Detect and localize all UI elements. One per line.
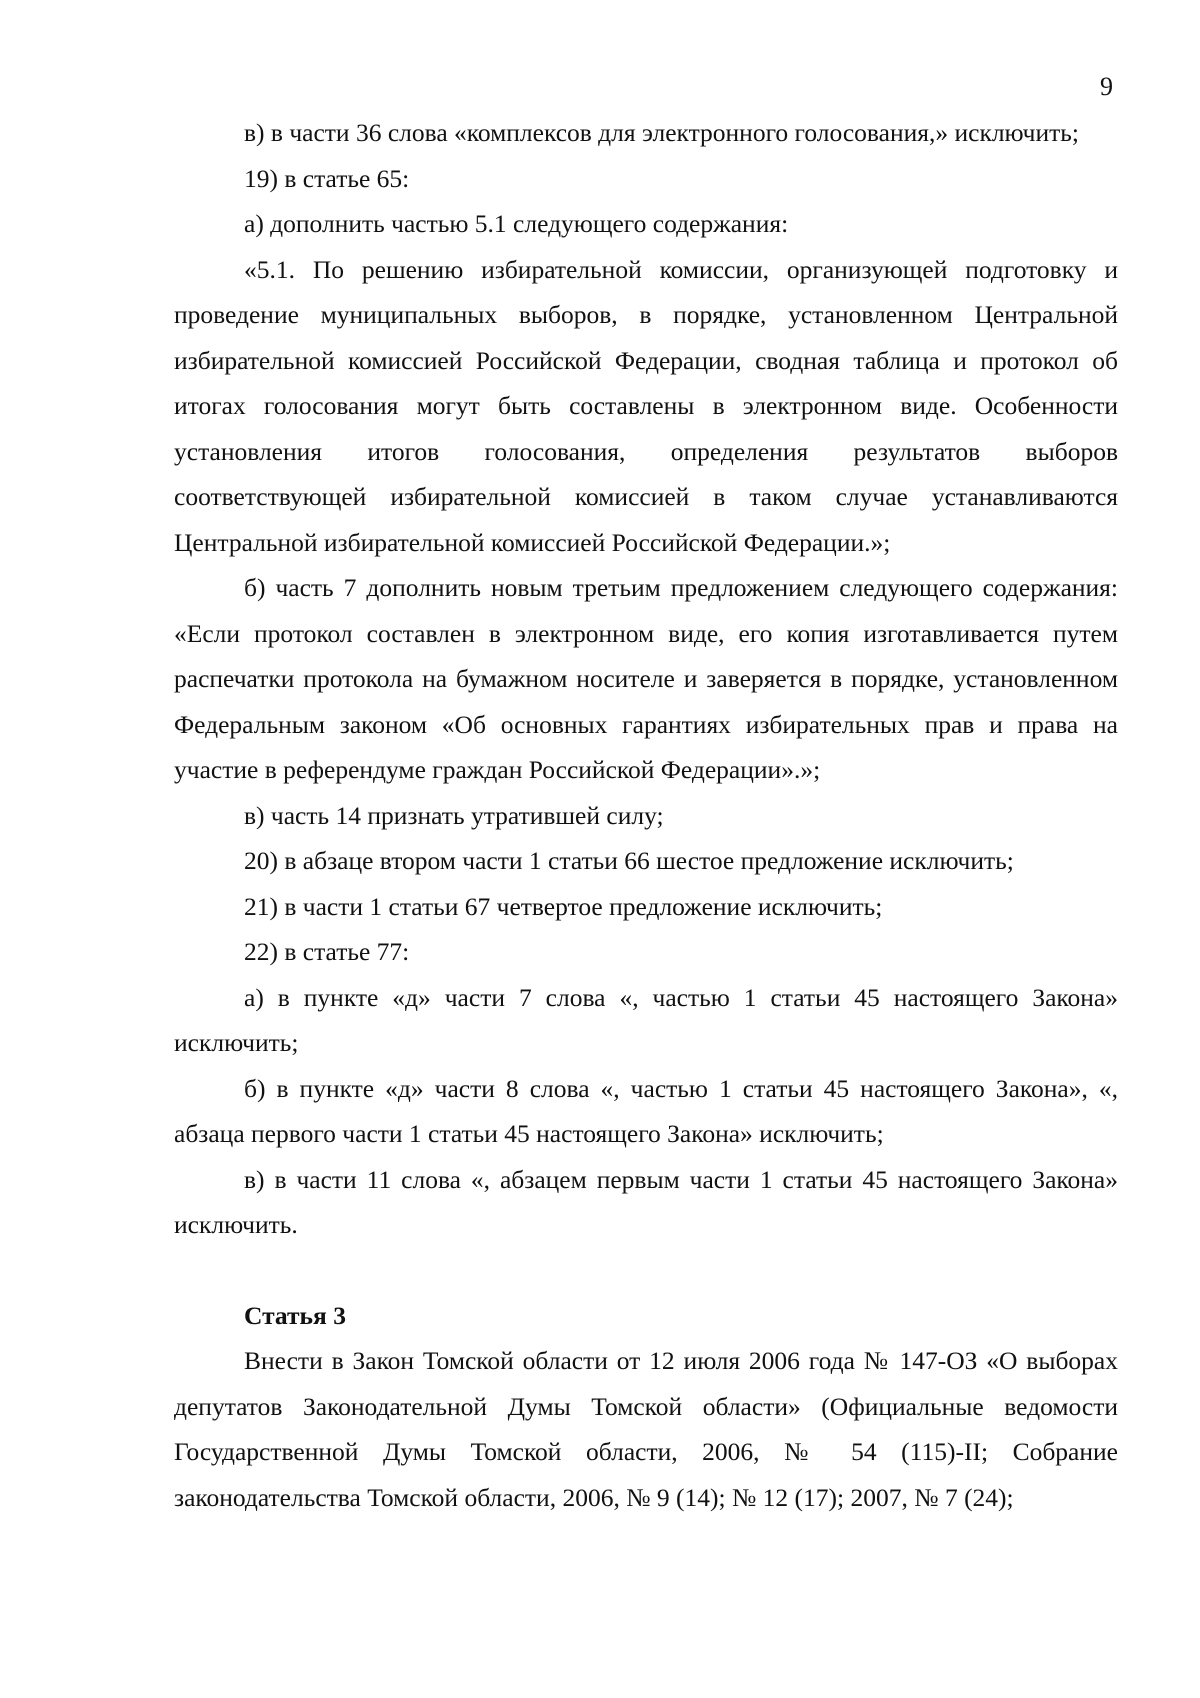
- paragraph-item-20: 20) в абзаце втором части 1 статьи 66 шестое предложение исключить;: [244, 846, 1014, 875]
- paragraph-item-b-part-8: б) в пункте «д» части 8 слова «, частью 1 статьи 45 настоящего Закона», «, абзаца первого части 1 статьи 45 настоящего Закона» исключить;: [174, 1073, 1118, 1148]
- paragraph-item-21: 21) в части 1 статьи 67 четвертое предложение исключить;: [244, 891, 883, 921]
- document-body: [174, 110, 1118, 1520]
- paragraph-item-a-part-5-1: а) дополнить частью 5.1 следующего содержания:: [244, 209, 789, 238]
- paragraph-item-19: 19) в статье 65:: [244, 163, 410, 193]
- paragraph-item-v-part-14: в) часть 14 признать утратившей силу;: [244, 800, 664, 830]
- page-number: 9: [1100, 72, 1113, 101]
- article-heading: Статья 3: [244, 1300, 346, 1330]
- paragraph-item-v-part-11: в) в части 11 слова «, абзацем первым части 1 статьи 45 настоящего Закона» исключить.: [174, 1164, 1118, 1239]
- paragraph-item-b-part-7: б) часть 7 дополнить новым третьим предложением следующего содержания: «Если протокол составлен в электронном виде, его копия изготавливается путем распечатки протокола на бумажном носителе и заверяется в порядке, установленном Федеральным законом «Об основных гарантиях избирательных прав и права на участие в референдуме граждан Российской Федерации».»;: [174, 573, 1118, 784]
- paragraph-quote-5-1: «5.1. По решению избирательной комиссии, организующей подготовку и проведение муниципальных выборов, в порядке, установленном Центральной избирательной комиссией Российской Федерации, сводная таблица и протокол об итогах голосования могут быть составлены в электронном виде. Особенности установления итогов голосования, определения результатов выборов соответствующей избирательной комиссией в таком случае устанавливаются Центральной избирательной комиссией Российской Федерации.»;: [174, 254, 1118, 557]
- paragraph-item-22: 22) в статье 77:: [244, 937, 410, 966]
- paragraph-item-a-part-7: а) в пункте «д» части 7 слова «, частью 1 статьи 45 настоящего Закона» исключить;: [174, 982, 1118, 1057]
- article-paragraph: Внести в Закон Томской области от 12 июля 2006 года № 147-ОЗ «О выборах депутатов Законодательной Думы Томской области» (Официальные ведомости Государственной Думы Томской области, 2006, № 54 (115)-II; Собрание законодательства Томской области, 2006, № 9 (14); № 12 (17); 2007, № 7 (24);: [174, 1346, 1118, 1512]
- paragraph-item-v-part-36: в) в части 36 слова «комплексов для электронного голосования,» исключить;: [244, 118, 1079, 147]
